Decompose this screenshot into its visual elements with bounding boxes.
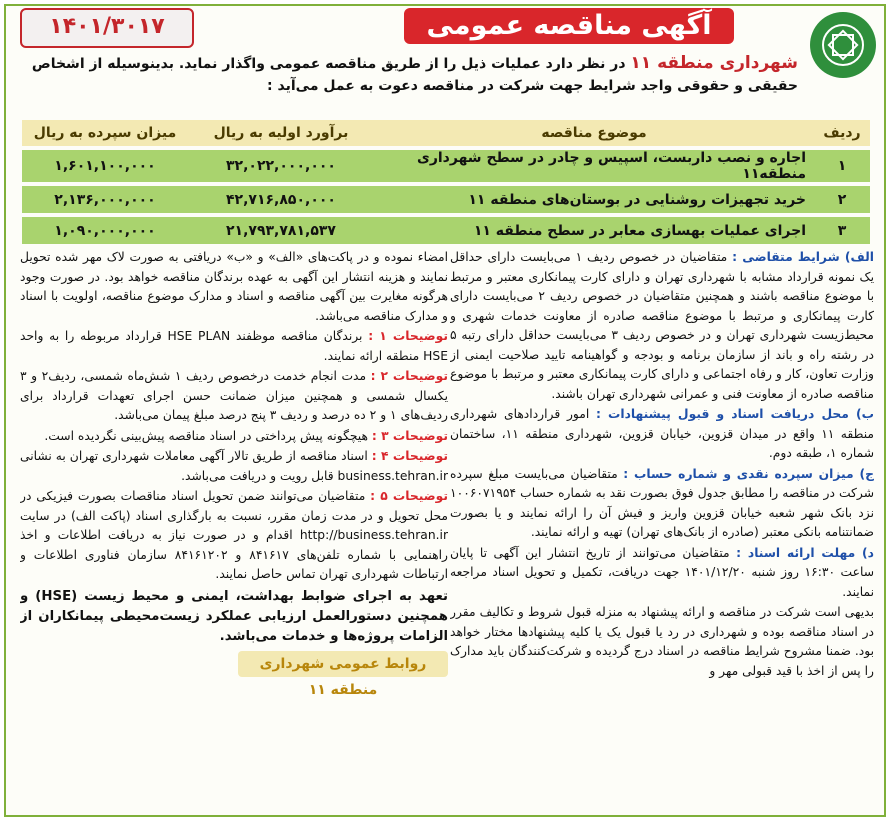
note-2 xyxy=(20,367,448,426)
municipality-logo-icon xyxy=(810,12,876,78)
row-subject: خرید تجهیزات روشنایی در بوستان‌های منطقه ۱۱ xyxy=(374,186,814,213)
row-estimate: ۴۲,۷۱۶,۸۵۰,۰۰۰ xyxy=(188,186,374,213)
intro-text: در نظر دارد عملیات ذیل را از طریق مناقصه عمومی واگذار نماید. بدینوسیله از اشخاص حقیقی و حقوقی واجد شرایط جهت شرکت در مناقصه دعوت به عمل می‌آید : xyxy=(31,56,798,94)
announcement-frame xyxy=(4,4,886,817)
note-1-title: توضیحات ۱ : xyxy=(368,329,448,343)
section-deadline-text: متقاضیان می‌توانند از تاریخ انتشار این آگهی تا پایان ساعت ۱۶:۳۰ روز شنبه ۱۴۰۱/۱۲/۲۰ جهت دریافت، تکمیل و تحویل اسناد مراجعه نمایند. xyxy=(450,545,874,599)
row-subject: اجرای عملیات بهسازی معابر در سطح منطقه ۱۱ xyxy=(374,217,814,244)
table-row xyxy=(22,186,870,213)
row-estimate: ۲۱,۷۹۳,۷۸۱,۵۳۷ xyxy=(188,217,374,244)
row-deposit: ۱,۶۰۱,۱۰۰,۰۰۰ xyxy=(22,150,188,182)
left-column xyxy=(20,248,448,813)
row-estimate: ۳۲,۰۲۲,۰۰۰,۰۰۰ xyxy=(188,150,374,182)
section-conditions xyxy=(450,248,874,404)
section-documents xyxy=(450,405,874,464)
header-subject: موضوع مناقصه xyxy=(374,120,814,146)
note-5-title: توضیحات ۵ : xyxy=(370,489,448,503)
table-row xyxy=(22,217,870,244)
row-number: ۳ xyxy=(814,217,870,244)
continuation-text: امضاء نموده و در پاکت‌های «الف» و «ب» دریافتی به صورت لاک مهر شده تحویل نمایند و هزینه انتشار این آگهی به عهده برندگان مناقصه خواهد بود. در صورت وجود هرگونه مغایرت بین آگهی مناقصه و اسناد و مدارک موضوع مناقصه، اولویت با اسناد و مدارک مناقصه می‌باشد. xyxy=(20,250,448,323)
note-4 xyxy=(20,447,448,486)
row-deposit: ۲,۱۳۶,۰۰۰,۰۰۰ xyxy=(22,186,188,213)
note-4-text: اسناد مناقصه از طریق تالار آگهی معاملات شهرداری تهران به نشانی business.tehran.ir قابل رویت و دریافت می‌باشد. xyxy=(20,449,448,483)
table-row xyxy=(22,150,870,182)
row-number: ۱ xyxy=(814,150,870,182)
section-documents-title: ب) محل دریافت اسناد و قبول پیشنهادات : xyxy=(596,407,874,421)
note-4-title: توضیحات ۴ : xyxy=(371,449,448,463)
table-header-row xyxy=(22,120,870,146)
tender-table xyxy=(22,116,870,248)
note-3-text: هیچگونه پیش پرداختی در اسناد مناقصه پیش‌بینی نگردیده است. xyxy=(44,428,368,443)
note-2-text: مدت انجام خدمت درخصوص ردیف ۱ شش‌ماه شمسی، ردیف۲ و ۳ یکسال شمسی و همچنین میزان ضمانت حسن اجرای تعهدات قرارداد برای ردیف‌های ۱ و ۲ ده درصد و ردیف ۳ پنج درصد مبلغ پیمان می‌باشد. xyxy=(20,369,448,422)
note-3 xyxy=(20,427,448,447)
row-number: ۲ xyxy=(814,186,870,213)
section-deposit-title: ج) میزان سپرده نقدی و شماره حساب : xyxy=(623,466,874,481)
section-documents-text: امور قراردادهای شهرداری منطقه ۱۱ واقع در میدان قزوین، خیابان قزوین، شهرداری منطقه ۱۱، ساختمان شماره ۱، طبقه دوم. xyxy=(450,407,874,460)
row-subject: اجاره و نصب داربست، اسپیس و چادر در سطح شهرداری منطقه۱۱ xyxy=(374,150,814,182)
note-3-title: توضیحات ۳ : xyxy=(371,428,448,443)
section-final: بدیهی است شرکت در مناقصه و ارائه پیشنهاد به منزله قبول شروط و تکالیف مقرر در اسناد مناقصه بوده و شهرداری در رد یا قبول یک یا کلیه پیشنهادها مختار خواهد بود. ضمنا مشروح شرایط مناقصه در اسناد درج گردیده و شرکت‌کنندگان باید مدارک را پس از اخذ با قید قبولی مهر و xyxy=(450,605,874,678)
banner xyxy=(6,6,884,48)
public-relations-footer: روابط عمومی شهرداری منطقه ۱۱ xyxy=(238,651,448,677)
header-estimate: برآورد اولیه به ریال xyxy=(188,120,374,146)
section-deposit xyxy=(450,465,874,543)
note-5 xyxy=(20,487,448,585)
organization-name: شهرداری منطقه ۱۱ xyxy=(630,53,798,73)
hse-commitment: تعهد به اجرای ضوابط بهداشت، ایمنی و محیط زیست (HSE) و همچنین دستورالعمل ارزیابی عملکرد زیست‌محیطی پیمانکاران از الزامات پروژه‌ها و خدمات می‌باشد. xyxy=(20,588,448,644)
note-1 xyxy=(20,327,448,366)
row-deposit: ۱,۰۹۰,۰۰۰,۰۰۰ xyxy=(22,217,188,244)
note-5-text: متقاضیان می‌توانند ضمن تحویل اسناد مناقصات بصورت فیزیکی در محل تحویل و در مدت زمان مقرر، نسبت به بارگذاری اسناد (پاکت الف) در سایت http://business.tehran.ir اقدام و در صورت نیاز به دریافت اطلاعات و اخذ راهنمایی با شماره تلفن‌های ۸۴۱۶۱۷ و ۸۴۱۶۱۲۰۲ سازمان فناوری اطلاعات و ارتباطات شهرداری تهران تماس حاصل نمایند. xyxy=(20,489,448,581)
announcement-code: ۱۴۰۱/۳۰۱۷ xyxy=(20,8,194,48)
right-column xyxy=(450,248,874,813)
section-deadline xyxy=(450,544,874,603)
header-row-number: ردیف xyxy=(814,120,870,146)
header-deposit: میزان سپرده به ریال xyxy=(22,120,188,146)
banner-title: آگهی مناقصه عمومی xyxy=(404,8,734,44)
intro-paragraph xyxy=(18,52,798,97)
section-conditions-title: الف) شرایط متقاضی : xyxy=(732,250,874,264)
section-deadline-title: د) مهلت ارائه اسناد : xyxy=(736,545,874,560)
section-conditions-text: متقاضیان در خصوص ردیف ۱ می‌بایست دارای حداقل یک نمونه قرارداد مشابه با شهرداری تهران و دارای کارت پیمانکاری معتبر و مرتبط با موضوع مناقصه باشند و همچنین متقاضیان در خصوص ردیف ۲ می‌بایست دارای کارت پیمانکاری و مرتبط با موضوع مناقصه صادره از معاونت خدمات شهری و محیط‌زیست شهرداری تهران و در خصوص ردیف ۳ می‌بایست حداقل دارای رتبه ۵ در رشته راه و باند از سازمان برنامه و بودجه و گواهینامه تایید صلاحیت ایمنی از وزارت تعاون، کار و رفاه اجتماعی و دارای کارت پیمانکاری معتبر و مرتبط با موضوع مناقصه صادره از معاونت فنی و عمرانی شهرداری تهران باشند. xyxy=(450,250,874,401)
section-deposit-text: متقاضیان می‌بایست مبلغ سپرده شرکت در مناقصه را مطابق جدول فوق بصورت نقد به شماره حساب ۱۰۰۶۰۷۱۹۵۴ نزد بانک شهر شعبه خیابان قزوین واریز و فیش آن را ارائه نمایند و یا بصورت ضمانتنامه بانکی معتبر (صادره از بانک‌های تهران) تهیه و ارائه نمایند. xyxy=(450,466,874,539)
note-2-title: توضیحات ۲ : xyxy=(370,369,448,383)
note-1-text: برندگان مناقصه موظفند HSE PLAN قرارداد مربوطه را به واحد HSE منطقه ارائه نمایند. xyxy=(20,329,448,363)
